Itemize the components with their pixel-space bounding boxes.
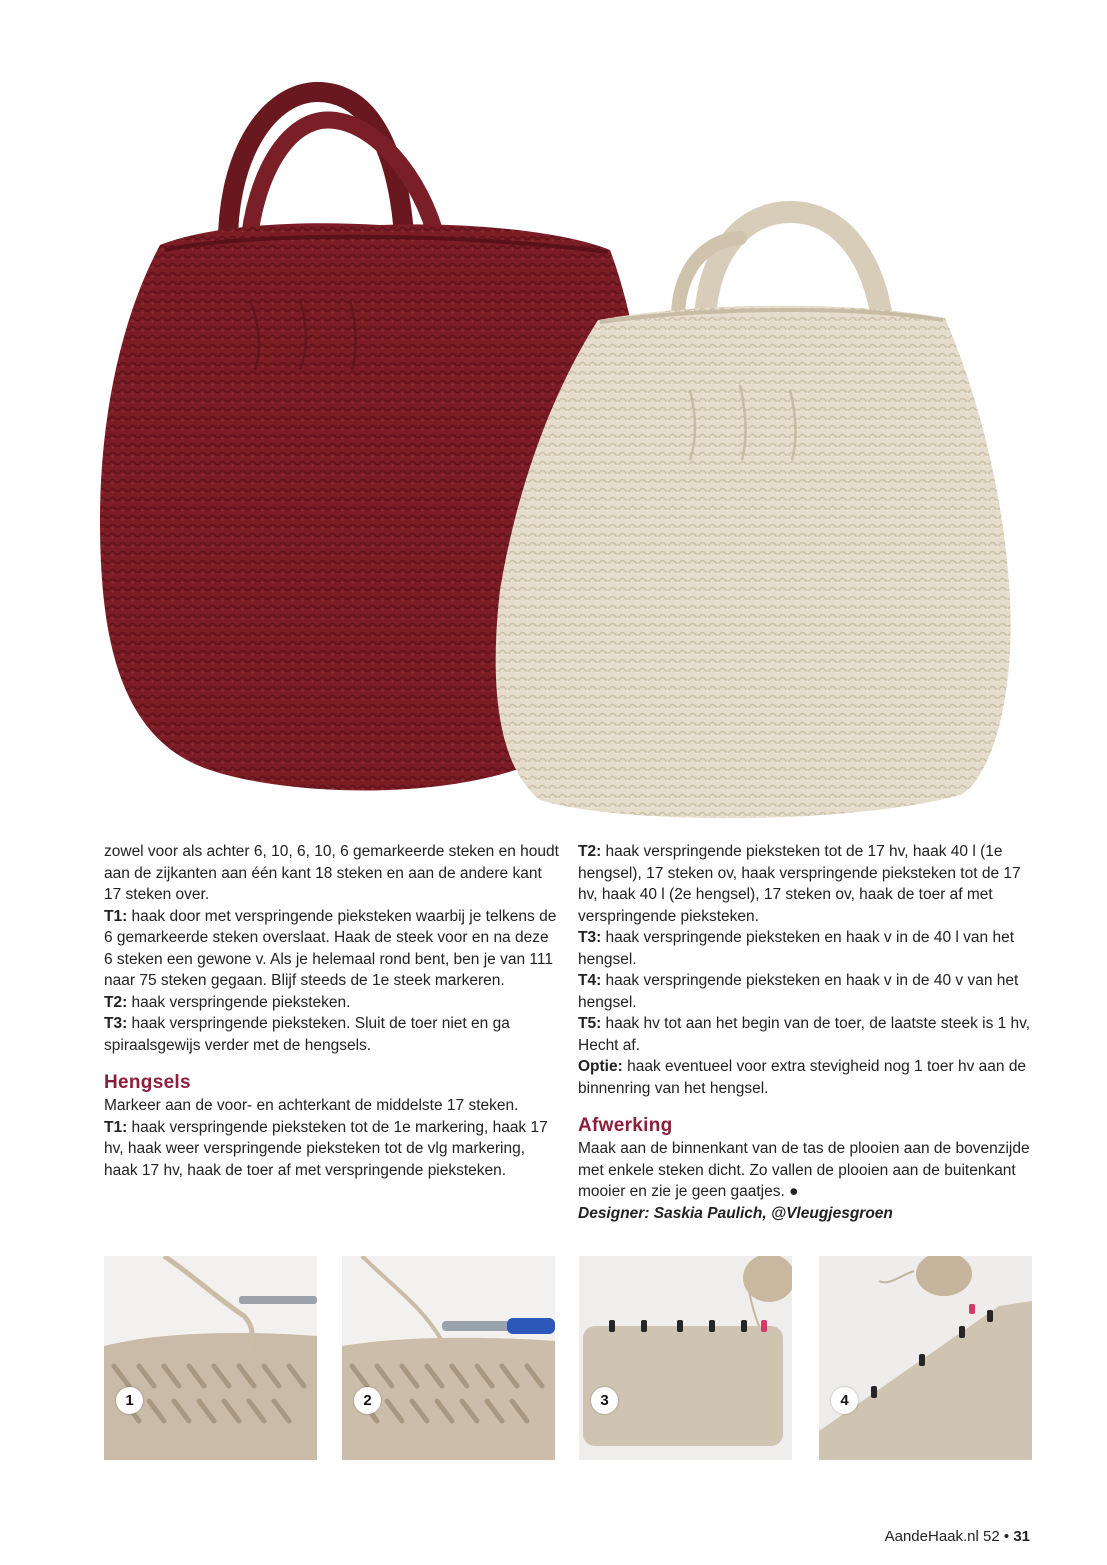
round-text: haak verspringende pieksteken en haak v in de 40 l van het hengsel.	[578, 929, 1014, 968]
left-column	[104, 841, 559, 1181]
hengsels-round-t5	[578, 1013, 1040, 1056]
magazine-name: AandeHaak.nl 52	[884, 1528, 1000, 1545]
intro-paragraph: zowel voor als achter 6, 10, 6, 10, 6 gemarkeerde steken en houdt aan de zijkanten aan één kant 18 steken en aan de andere kant 17 steken over.	[104, 843, 559, 903]
hengsels-round-t1	[104, 1117, 559, 1182]
round-text: haak eventueel voor extra stevigheid nog 1 toer hv aan de binnenring van het hengsel.	[578, 1058, 1027, 1097]
step-photo-3	[579, 1256, 792, 1460]
step-number-badge: 4	[831, 1387, 858, 1414]
round-text: haak verspringende pieksteken tot de 1e markering, haak 17 hv, haak weer verspringende pieksteken tot de vlg markering, haak 17 hv, haak de toer af met verspringende pieksteken.	[104, 1118, 548, 1179]
step-number-badge: 1	[116, 1387, 143, 1414]
round-label: T2:	[578, 843, 602, 860]
round-label: T4:	[578, 972, 602, 989]
step-number-badge: 2	[354, 1387, 381, 1414]
round-text: haak door met verspringende pieksteken waarbij je telkens de 6 gemarkeerde steken overslaat. Haak de steek voor en na deze 6 steken een gewone v. Als je helemaal rond bent, ben je van 111 naar 75 steken gegaan. Blijf steeds de 1e steek markeren.	[104, 907, 557, 989]
round-label: T2:	[104, 993, 128, 1011]
round-text: haak verspringende pieksteken en haak v in de 40 v van het hengsel.	[578, 972, 1019, 1011]
round-label: Optie:	[578, 1058, 623, 1075]
page-footer	[885, 1528, 1030, 1545]
designer-credit: Designer: Saskia Paulich, @Vleugjesgroen	[578, 1204, 893, 1222]
step-photo-4	[819, 1256, 1032, 1460]
round-text: haak verspringende pieksteken.	[127, 993, 351, 1011]
step-photos	[104, 1256, 1032, 1460]
footer-separator: •	[1003, 1528, 1010, 1545]
hengsels-round-t4	[578, 970, 1040, 1013]
page-number: 31	[1013, 1528, 1030, 1545]
round-text: haak hv tot aan het begin van de toer, de laatste steek is 1 hv, Hecht af.	[578, 1015, 1031, 1054]
round-label: T1:	[104, 1118, 128, 1136]
round-t1	[104, 906, 559, 992]
round-t2	[104, 992, 559, 1014]
round-label: T1:	[104, 907, 128, 925]
section-heading-hengsels: Hengsels	[104, 1072, 191, 1093]
round-text: haak verspringende pieksteken. Sluit de toer niet en ga spiraalsgewijs verder met de hengsels.	[104, 1015, 510, 1054]
hengsels-intro: Markeer aan de voor- en achterkant de middelste 17 steken.	[104, 1097, 519, 1114]
option-note	[578, 1056, 1040, 1099]
round-label: T3:	[578, 929, 602, 946]
step-photo-2	[342, 1256, 555, 1460]
right-column	[578, 841, 1040, 1224]
step-number-badge: 3	[591, 1387, 618, 1414]
hengsels-round-t2	[578, 841, 1040, 927]
step-photo-1	[104, 1256, 317, 1460]
round-t3	[104, 1013, 559, 1056]
round-label: T3:	[104, 1015, 128, 1032]
section-heading-afwerking: Afwerking	[578, 1115, 673, 1136]
round-label: T5:	[578, 1015, 602, 1032]
round-text: haak verspringende pieksteken tot de 17 hv, haak 40 l (1e hengsel), 17 steken ov, haak verspringende pieksteken tot de 17 hv, haak 40 l (2e hengsel), 17 steken ov, haak de toer af met verspringende pieksteken.	[578, 843, 1021, 925]
hengsels-round-t3	[578, 927, 1040, 970]
afwerking-text: Maak aan de binnenkant van de tas de plooien aan de bovenzijde met enkele steken dicht. Zo vallen de plooien aan de buitenkant mooier en zie je geen gaatjes. ●	[578, 1140, 1030, 1200]
